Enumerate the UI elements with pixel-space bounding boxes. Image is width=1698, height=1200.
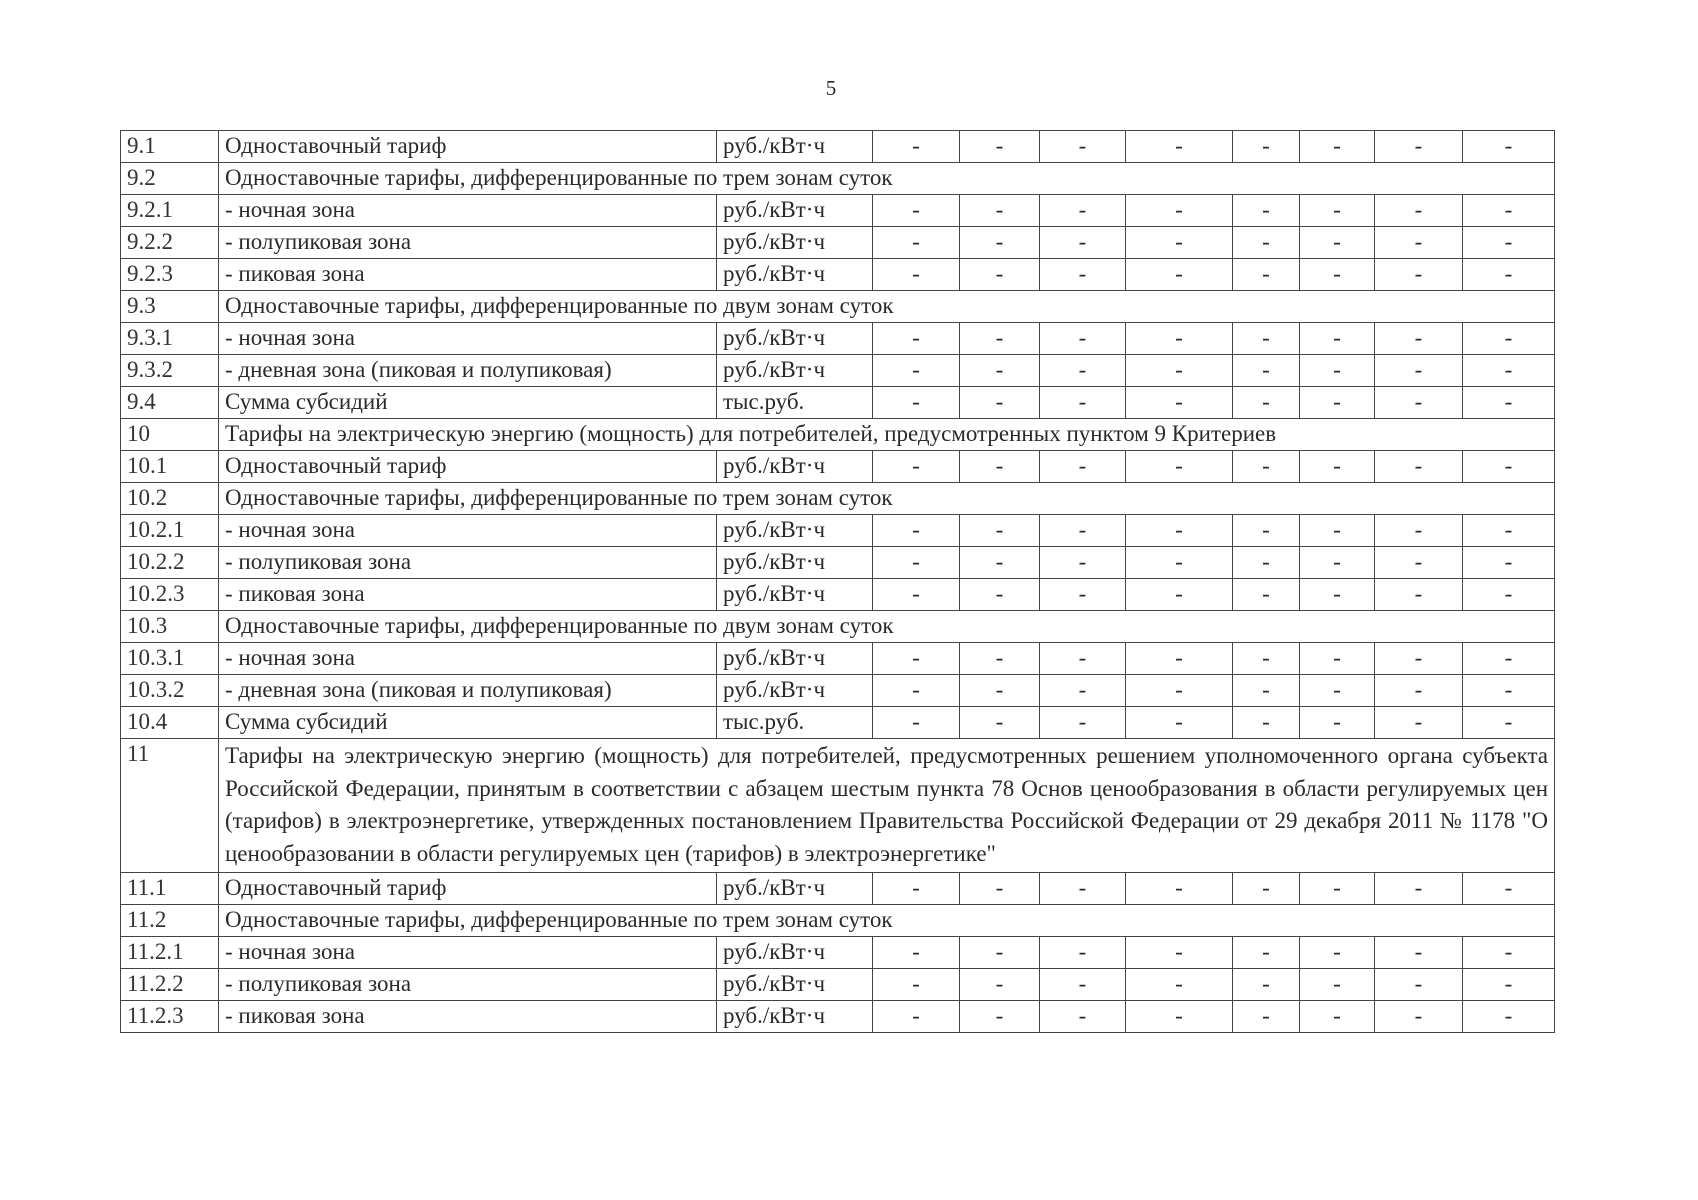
value-cell: - [1300, 451, 1375, 483]
value-cell: - [960, 451, 1040, 483]
page-number: 5 [825, 76, 837, 100]
value-cell: - [1375, 227, 1463, 259]
value-cell: - [960, 1001, 1040, 1033]
row-label: Тарифы на электрическую энергию (мощность) для потребителей, предусмотренных решением уполномоченного органа субъекта Российской Федерации, принятым в соответствии с абзацем шестым пункта 78 Основ ценообразования в области регулируемых цен (тарифов) в электроэнергетике, утвержденных постановлением Правительства Российской Федерации от 29 декабря 2011 № 1178 "О ценообразовании в области регулируемых цен (тарифов) в электроэнергетике" [219, 739, 1555, 873]
value-cell: - [1126, 131, 1233, 163]
row-number: 9.1 [121, 131, 219, 163]
value-cell: - [873, 387, 960, 419]
row-label: Одноставочный тариф [219, 451, 717, 483]
value-cell: - [960, 227, 1040, 259]
table-row [121, 969, 1555, 1001]
row-number: 9.3 [121, 291, 219, 323]
value-cell: - [1233, 707, 1300, 739]
value-cell: - [1233, 515, 1300, 547]
row-unit: руб./кВт·ч [717, 579, 873, 611]
value-cell: - [873, 1001, 960, 1033]
table-row [121, 323, 1555, 355]
value-cell: - [1463, 969, 1555, 1001]
row-number: 9.2.2 [121, 227, 219, 259]
value-cell: - [1375, 131, 1463, 163]
row-unit: руб./кВт·ч [717, 451, 873, 483]
value-cell: - [1126, 259, 1233, 291]
value-cell: - [1463, 515, 1555, 547]
row-unit: руб./кВт·ч [717, 227, 873, 259]
row-number: 11 [121, 739, 219, 873]
value-cell: - [1040, 227, 1126, 259]
row-number: 10 [121, 419, 219, 451]
value-cell: - [1233, 259, 1300, 291]
value-cell: - [1040, 969, 1126, 1001]
value-cell: - [1300, 675, 1375, 707]
value-cell: - [1463, 195, 1555, 227]
value-cell: - [1233, 195, 1300, 227]
value-cell: - [1300, 355, 1375, 387]
value-cell: - [1300, 643, 1375, 675]
value-cell: - [873, 675, 960, 707]
row-unit: руб./кВт·ч [717, 969, 873, 1001]
table-row [121, 227, 1555, 259]
value-cell: - [960, 547, 1040, 579]
value-cell: - [1126, 323, 1233, 355]
value-cell: - [1126, 937, 1233, 969]
value-cell: - [1040, 515, 1126, 547]
value-cell: - [960, 873, 1040, 905]
value-cell: - [1300, 873, 1375, 905]
value-cell: - [1040, 675, 1126, 707]
value-cell: - [1233, 227, 1300, 259]
row-number: 11.1 [121, 873, 219, 905]
row-number: 9.2 [121, 163, 219, 195]
value-cell: - [873, 195, 960, 227]
value-cell: - [1040, 259, 1126, 291]
value-cell: - [1375, 579, 1463, 611]
value-cell: - [1040, 195, 1126, 227]
row-label: Сумма субсидий [219, 387, 717, 419]
value-cell: - [1463, 579, 1555, 611]
row-unit: руб./кВт·ч [717, 323, 873, 355]
value-cell: - [1233, 547, 1300, 579]
value-cell: - [1375, 969, 1463, 1001]
row-number: 10.2.3 [121, 579, 219, 611]
value-cell: - [960, 387, 1040, 419]
value-cell: - [1300, 259, 1375, 291]
value-cell: - [1463, 355, 1555, 387]
value-cell: - [1040, 1001, 1126, 1033]
table-row [121, 483, 1555, 515]
table-row [121, 579, 1555, 611]
row-number: 10.3.1 [121, 643, 219, 675]
tariff-table [120, 130, 1555, 1033]
value-cell: - [1375, 643, 1463, 675]
value-cell: - [1375, 355, 1463, 387]
value-cell: - [873, 707, 960, 739]
value-cell: - [1126, 451, 1233, 483]
value-cell: - [1300, 515, 1375, 547]
value-cell: - [1040, 707, 1126, 739]
value-cell: - [1463, 1001, 1555, 1033]
row-number: 10.3.2 [121, 675, 219, 707]
row-number: 9.3.1 [121, 323, 219, 355]
row-label: - ночная зона [219, 515, 717, 547]
row-unit: руб./кВт·ч [717, 873, 873, 905]
value-cell: - [960, 643, 1040, 675]
value-cell: - [873, 259, 960, 291]
value-cell: - [873, 643, 960, 675]
value-cell: - [1233, 937, 1300, 969]
value-cell: - [1300, 937, 1375, 969]
row-label: - пиковая зона [219, 1001, 717, 1033]
value-cell: - [1463, 873, 1555, 905]
value-cell: - [1375, 547, 1463, 579]
value-cell: - [1463, 451, 1555, 483]
value-cell: - [1126, 547, 1233, 579]
value-cell: - [1300, 707, 1375, 739]
value-cell: - [1233, 643, 1300, 675]
row-label: - ночная зона [219, 937, 717, 969]
value-cell: - [1375, 259, 1463, 291]
value-cell: - [1126, 579, 1233, 611]
table-row [121, 675, 1555, 707]
value-cell: - [1463, 323, 1555, 355]
value-cell: - [1300, 547, 1375, 579]
table-row [121, 419, 1555, 451]
row-unit: тыс.руб. [717, 707, 873, 739]
value-cell: - [960, 195, 1040, 227]
value-cell: - [1233, 579, 1300, 611]
row-number: 9.2.3 [121, 259, 219, 291]
value-cell: - [1126, 1001, 1233, 1033]
row-label: Сумма субсидий [219, 707, 717, 739]
row-unit: руб./кВт·ч [717, 195, 873, 227]
value-cell: - [1126, 355, 1233, 387]
value-cell: - [1233, 355, 1300, 387]
value-cell: - [1233, 387, 1300, 419]
table-row [121, 707, 1555, 739]
value-cell: - [1040, 937, 1126, 969]
value-cell: - [1233, 873, 1300, 905]
row-number: 10.1 [121, 451, 219, 483]
row-label: Одноставочные тарифы, дифференцированные по двум зонам суток [219, 291, 1555, 323]
value-cell: - [1463, 131, 1555, 163]
value-cell: - [960, 707, 1040, 739]
value-cell: - [1375, 515, 1463, 547]
row-label: - дневная зона (пиковая и полупиковая) [219, 355, 717, 387]
value-cell: - [960, 579, 1040, 611]
table-row [121, 451, 1555, 483]
value-cell: - [1233, 323, 1300, 355]
row-label: Одноставочный тариф [219, 131, 717, 163]
value-cell: - [1375, 387, 1463, 419]
value-cell: - [1463, 227, 1555, 259]
value-cell: - [873, 579, 960, 611]
value-cell: - [1233, 1001, 1300, 1033]
row-label: - полупиковая зона [219, 227, 717, 259]
row-unit: руб./кВт·ч [717, 355, 873, 387]
table-row [121, 1001, 1555, 1033]
value-cell: - [1040, 323, 1126, 355]
value-cell: - [1040, 131, 1126, 163]
value-cell: - [1126, 195, 1233, 227]
table-row [121, 873, 1555, 905]
row-number: 10.3 [121, 611, 219, 643]
value-cell: - [1126, 643, 1233, 675]
value-cell: - [1126, 969, 1233, 1001]
row-label: - пиковая зона [219, 579, 717, 611]
table-body [121, 131, 1555, 1033]
value-cell: - [960, 355, 1040, 387]
value-cell: - [873, 323, 960, 355]
row-label: - ночная зона [219, 323, 717, 355]
value-cell: - [1233, 131, 1300, 163]
value-cell: - [960, 937, 1040, 969]
value-cell: - [1300, 579, 1375, 611]
value-cell: - [960, 969, 1040, 1001]
row-number: 11.2.3 [121, 1001, 219, 1033]
value-cell: - [873, 227, 960, 259]
value-cell: - [1126, 515, 1233, 547]
table-row [121, 291, 1555, 323]
table-row [121, 515, 1555, 547]
table-row [121, 131, 1555, 163]
value-cell: - [1300, 969, 1375, 1001]
value-cell: - [960, 675, 1040, 707]
value-cell: - [1040, 355, 1126, 387]
row-unit: руб./кВт·ч [717, 675, 873, 707]
table-row [121, 259, 1555, 291]
table-row [121, 611, 1555, 643]
value-cell: - [1463, 937, 1555, 969]
table-row [121, 163, 1555, 195]
value-cell: - [1463, 707, 1555, 739]
value-cell: - [960, 131, 1040, 163]
row-unit: тыс.руб. [717, 387, 873, 419]
value-cell: - [1463, 259, 1555, 291]
row-label: - ночная зона [219, 643, 717, 675]
value-cell: - [873, 937, 960, 969]
table-row [121, 195, 1555, 227]
value-cell: - [1375, 451, 1463, 483]
row-label: Одноставочные тарифы, дифференцированные по трем зонам суток [219, 483, 1555, 515]
row-unit: руб./кВт·ч [717, 937, 873, 969]
value-cell: - [1300, 387, 1375, 419]
value-cell: - [1040, 547, 1126, 579]
table-row [121, 355, 1555, 387]
value-cell: - [1375, 323, 1463, 355]
row-unit: руб./кВт·ч [717, 259, 873, 291]
value-cell: - [1126, 387, 1233, 419]
value-cell: - [1233, 451, 1300, 483]
value-cell: - [1126, 873, 1233, 905]
row-number: 9.4 [121, 387, 219, 419]
row-label: Одноставочные тарифы, дифференцированные по трем зонам суток [219, 163, 1555, 195]
row-label: - полупиковая зона [219, 547, 717, 579]
value-cell: - [1233, 969, 1300, 1001]
row-label: - пиковая зона [219, 259, 717, 291]
table-row [121, 739, 1555, 873]
row-number: 11.2.1 [121, 937, 219, 969]
row-label: Одноставочные тарифы, дифференцированные по трем зонам суток [219, 905, 1555, 937]
row-number: 10.2 [121, 483, 219, 515]
row-unit: руб./кВт·ч [717, 643, 873, 675]
value-cell: - [1300, 227, 1375, 259]
value-cell: - [873, 547, 960, 579]
value-cell: - [960, 515, 1040, 547]
value-cell: - [1463, 547, 1555, 579]
value-cell: - [873, 355, 960, 387]
row-unit: руб./кВт·ч [717, 1001, 873, 1033]
value-cell: - [960, 323, 1040, 355]
row-label: Тарифы на электрическую энергию (мощность) для потребителей, предусмотренных пунктом 9 Критериев [219, 419, 1555, 451]
row-number: 10.2.1 [121, 515, 219, 547]
value-cell: - [1040, 387, 1126, 419]
row-label: - полупиковая зона [219, 969, 717, 1001]
value-cell: - [1300, 323, 1375, 355]
table-row [121, 387, 1555, 419]
value-cell: - [873, 131, 960, 163]
value-cell: - [960, 259, 1040, 291]
row-label: - ночная зона [219, 195, 717, 227]
row-label: Одноставочный тариф [219, 873, 717, 905]
value-cell: - [1300, 195, 1375, 227]
value-cell: - [1126, 675, 1233, 707]
table-row [121, 937, 1555, 969]
value-cell: - [1463, 643, 1555, 675]
value-cell: - [1300, 131, 1375, 163]
value-cell: - [873, 451, 960, 483]
value-cell: - [1375, 707, 1463, 739]
table-row [121, 643, 1555, 675]
row-number: 10.2.2 [121, 547, 219, 579]
value-cell: - [1040, 451, 1126, 483]
value-cell: - [1375, 873, 1463, 905]
row-unit: руб./кВт·ч [717, 131, 873, 163]
value-cell: - [1126, 707, 1233, 739]
value-cell: - [873, 969, 960, 1001]
value-cell: - [1463, 675, 1555, 707]
table-row [121, 905, 1555, 937]
row-unit: руб./кВт·ч [717, 547, 873, 579]
value-cell: - [1040, 643, 1126, 675]
value-cell: - [1126, 227, 1233, 259]
row-number: 11.2 [121, 905, 219, 937]
value-cell: - [1040, 579, 1126, 611]
value-cell: - [1040, 873, 1126, 905]
value-cell: - [1375, 937, 1463, 969]
value-cell: - [1233, 675, 1300, 707]
row-number: 9.2.1 [121, 195, 219, 227]
value-cell: - [1300, 1001, 1375, 1033]
value-cell: - [873, 873, 960, 905]
value-cell: - [1375, 195, 1463, 227]
row-label: Одноставочные тарифы, дифференцированные по двум зонам суток [219, 611, 1555, 643]
row-number: 11.2.2 [121, 969, 219, 1001]
table-row [121, 547, 1555, 579]
value-cell: - [1375, 1001, 1463, 1033]
value-cell: - [1463, 387, 1555, 419]
row-label: - дневная зона (пиковая и полупиковая) [219, 675, 717, 707]
row-number: 9.3.2 [121, 355, 219, 387]
value-cell: - [873, 515, 960, 547]
row-number: 10.4 [121, 707, 219, 739]
row-unit: руб./кВт·ч [717, 515, 873, 547]
value-cell: - [1375, 675, 1463, 707]
